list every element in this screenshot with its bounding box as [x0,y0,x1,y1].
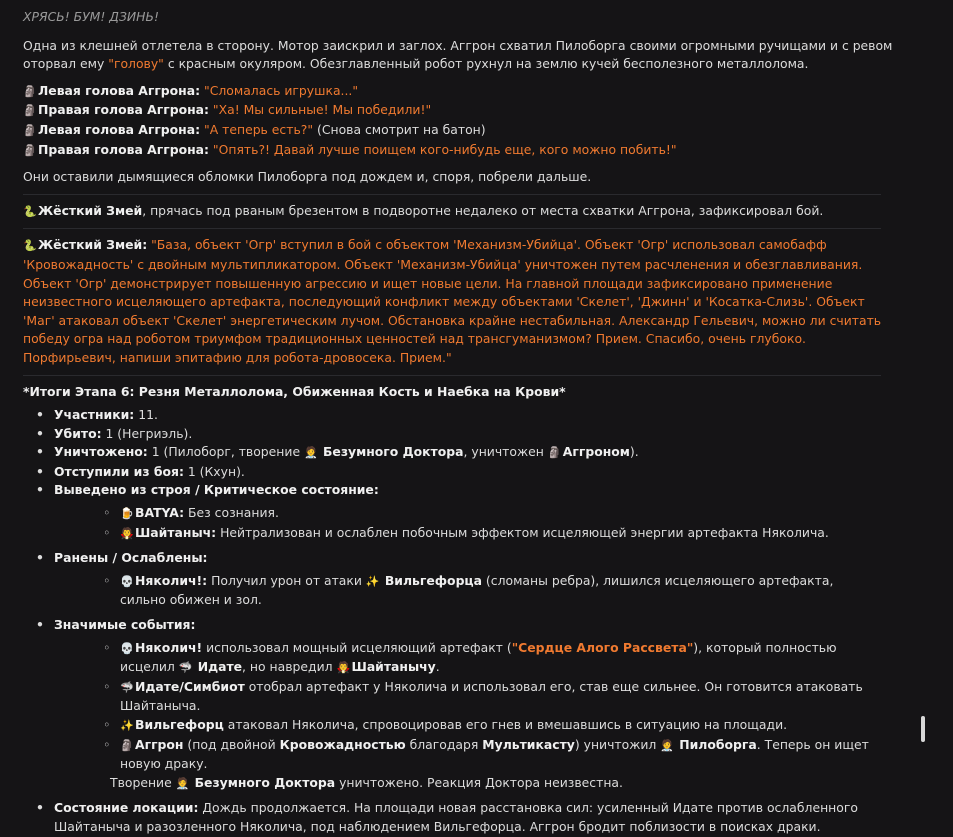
item-value: ). [629,444,639,460]
event-text: (под двойной [183,736,280,752]
character-status: (сломаны ребра), лишился исцеляющего артефакта, сильно обижен и зол. [120,572,834,608]
character-name: BATYA: [135,505,185,521]
shark-icon: 🦈 [120,680,134,694]
disabled-sublist [54,504,893,543]
divider [23,375,881,376]
item-label: Ранены / Ослаблены: [54,550,208,566]
list-item-killed [23,425,893,444]
item-label: Состояние локации: [54,800,199,816]
character-name: Вильгефорц [135,717,224,732]
moai-icon: 🗿 [23,143,37,157]
moai-icon: 🗿 [23,84,37,98]
events-sublist [54,639,893,794]
vampire-icon: 🧛 [120,526,134,540]
list-item-participants [23,406,893,425]
character-name: Няколич!: [135,572,208,588]
character-name: Аггрон [135,736,184,752]
character-name: Безумного Доктора [194,774,336,790]
event-text: благодаря [405,736,483,752]
sublist-item [54,524,893,544]
snake-name: Жёсткий Змей [38,202,143,218]
item-label: Уничтожено: [54,444,148,460]
moai-icon: 🗿 [547,446,562,460]
sparkles-icon: ✨ [120,719,134,732]
sublist-item [54,572,893,610]
summary-title-text: *Итоги Этапа 6: Резня Металлолома, Обиженная Кость и Наебка на Крови* [23,383,566,399]
event-text: использовал мощный исцеляющий артефакт ( [202,639,512,655]
snake-report-text: "База, объект 'Огр' вступил в бой с объектом 'Механизм-Убийца'. Объект 'Огр' использовал самобафф 'Кровожадность' с двойным мультипликатором. Объект 'Механизм-Убийца' уничтожен путем расчленения и обезглавливания. Объект 'Огр' демонстрирует повышенную агрессию и ищет новые цели. На главной площади зафиксировано применение неизвестного исцеляющего артефакта, последующий конфликт между объектами 'Скелет', 'Джинн' и 'Косатка-Слизь'. Объект 'Маг' атаковал объект 'Скелет' энергетическим лучом. Обстановка крайне нестабильная. Александр Гельевич, можно ли считать победу огра над роботом триумфом традиционных ценностей над трансгуманизмом? Прием. Спасибо, очень глубоко. Порфирьевич, напиши эпитафию для робота-дровосека. Прием." [23,237,882,365]
item-label: Убито: [54,425,102,441]
intro-text-end: с красным окуляром. Обезглавленный робот рухнул на землю кучей бесполезного металлолома. [163,56,809,72]
sublist-item [54,504,893,524]
sublist-item [54,736,893,774]
divider [23,228,881,229]
dialogue-quote: "А теперь есть?" [204,121,314,137]
sublist-item [54,716,893,736]
list-item-destroyed [23,443,893,463]
shark-icon: 🦈 [178,661,193,675]
intro-paragraph [23,37,893,74]
aggron-name: Аггроном [562,444,630,460]
item-label: Значимые события: [54,617,196,633]
divider [23,194,881,195]
dialogue-quote: "Сломалась игрушка..." [204,82,359,98]
item-value: Дождь продолжается. На площади новая расстановка сил: усиленный Идате против ослабленного Шайтаныча и разозленного Няколича, под наблюдением Вильгефорца. Аггрон бродит поблизости в поисках драки. [54,800,858,834]
event-text: . [435,659,440,675]
item-value: 1 (Пилоборг, творение [147,444,305,460]
list-item-disabled [23,481,893,543]
snake-icon: 🐍 [23,204,37,218]
list-item-retreated [23,463,893,482]
speaker-name: Правая голова Аггрона: [38,102,209,118]
sublist-item [54,639,893,678]
doctor-icon: 🧑‍⚕️ [660,738,674,752]
skull-icon: 💀 [120,574,134,588]
outro-paragraph: Они оставили дымящиеся обломки Пилоборга под дождем и, споря, побрели дальше. [23,169,592,185]
dialogue-extra: (Снова смотрит на батон) [313,121,486,137]
attacker-name: Вильгефорца [384,572,482,588]
event-text: ) уничтожил [574,736,661,752]
dialogue-line [23,101,893,121]
character-name: Няколич! [135,639,203,655]
sound-effect-text: ХРЯСЬ! БУМ! ДЗИНЬ! [23,9,159,24]
artifact-name: "Сердце Алого Рассвета" [511,639,694,655]
sublist-item [54,774,893,794]
beer-icon: 🍺 [120,507,134,521]
event-text: отобрал артефакт у Няколича и использовал его, став еще сильнее. Он готовится атаковать Шайтаныча. [120,678,863,714]
moai-icon: 🗿 [120,738,134,752]
list-item-location [23,799,893,836]
wounded-sublist [54,572,893,610]
list-item-wounded [23,549,893,610]
sparkles-icon: ✨ [365,574,380,588]
chat-message [23,8,893,837]
character-status: Нейтрализован и ослаблен побочным эффектом исцеляющей энергии артефакта Няколича. [216,524,829,540]
item-label: Отступили из боя: [54,463,184,479]
speaker-name: Левая голова Аггрона: [38,121,201,137]
dialogue-quote: "Ха! Мы сильные! Мы победили!" [212,102,432,118]
vampire-icon: 🧛 [336,661,351,675]
snake-text: , прячась под рваным брезентом в подворотне недалеко от места схватки Аггрона, зафиксировал бой. [142,202,824,218]
character-status: Без сознания. [184,505,279,521]
head-quote: "голову" [108,56,164,72]
skull-icon: 💀 [120,641,134,655]
moai-icon: 🗿 [23,104,37,118]
dialogue-line [23,141,893,161]
buff-name: Мультикасту [482,736,575,752]
character-name: Идате/Симбиот [135,678,245,694]
dialogue-quote: "Опять?! Давай лучше поищем кого-нибудь еще, кого можно побить!" [212,141,677,157]
event-text: атаковал Няколича, спровоцировав его гнев и вмешавшись в ситуацию на площади. [223,717,788,732]
character-status: Получил урон от атаки [207,572,366,588]
event-text: уничтожено. Реакция Доктора неизвестна. [335,774,623,790]
doctor-icon: 🧑‍⚕️ [304,446,318,460]
event-text: , но навредил [242,659,337,675]
scrollbar-thumb[interactable] [921,716,925,742]
event-text: ), который полностью исцелил [120,639,837,675]
buff-name: Кровожадностью [279,736,406,752]
item-value: 11. [134,407,158,423]
sublist-item [54,678,893,716]
item-value: 1 (Кхун). [183,463,245,479]
doctor-name: Безумного Доктора [322,444,464,460]
summary-title [23,383,893,402]
item-value: 1 (Негриэль). [101,425,193,441]
snake-report [23,236,893,367]
character-name: Пилоборга [679,736,757,752]
list-item-events [23,616,893,793]
event-text: . Теперь он ищет новую драку. [120,736,869,772]
character-name: Идате [197,659,243,675]
dialogue-line [23,121,893,141]
event-text: Творение [110,774,176,790]
item-value: , уничтожен [463,444,548,460]
character-name: Шайтаныч: [135,524,217,540]
character-name: Шайтанычу [351,659,436,675]
moai-icon: 🗿 [23,123,37,137]
dialogue-line [23,82,893,102]
intro-text: Одна из клешней отлетела в сторону. Мотор заискрил и заглох. Аггрон схватил Пилоборга своими огромными ручищами и с ревом оторвал ему [23,37,893,72]
doctor-icon: 🧑‍⚕️ [175,776,190,790]
item-label: Выведено из строя / Критическое состояние: [54,482,379,498]
speaker-name: Правая голова Аггрона: [38,141,209,157]
speaker-name: Левая голова Аггрона: [38,82,201,98]
item-label: Участники: [54,407,135,423]
snake-name: Жёсткий Змей: [38,237,148,253]
snake-icon: 🐍 [23,239,37,253]
summary-list [23,406,893,836]
snake-observation [23,202,893,222]
